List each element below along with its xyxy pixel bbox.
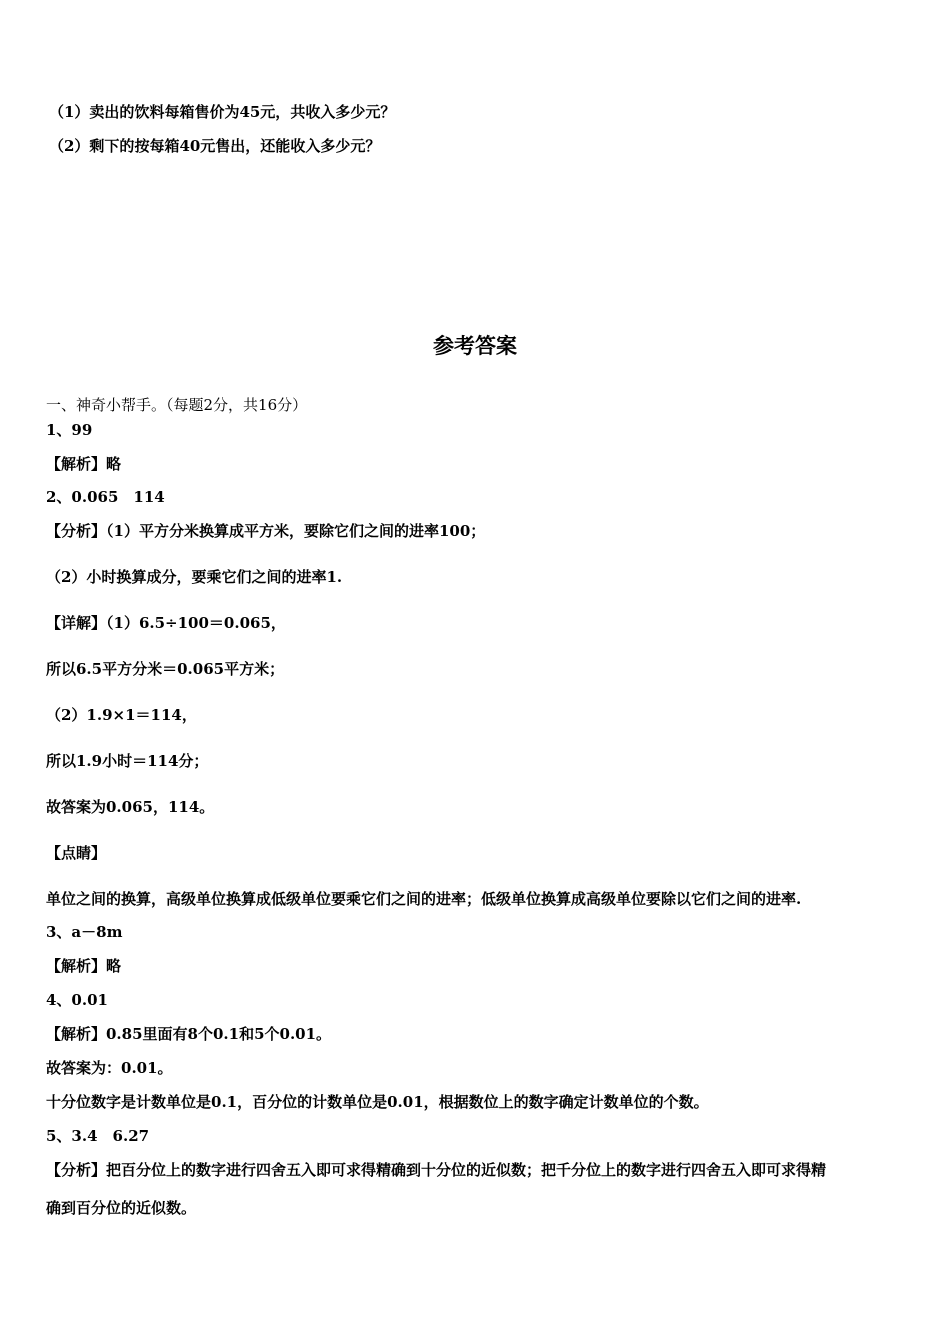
answer-title: 参考答案 — [433, 334, 517, 358]
answer-line: 3、a－8m — [46, 923, 123, 941]
answer-line: 【解析】0.85里面有8个0.1和5个0.01。 — [46, 1025, 332, 1043]
answer-line: （2）1.9×1＝114， — [46, 706, 197, 724]
answer-line: 1、99 — [46, 421, 93, 439]
answer-line: 【分析】（1）平方分米换算成平方米，要除它们之间的进率100； — [46, 522, 486, 540]
answer-line: 【点睛】 — [46, 844, 107, 862]
answer-line: 所以1.9小时＝114分； — [46, 752, 209, 770]
answer-line: 4、0.01 — [46, 991, 108, 1009]
answer-line: 【详解】（1）6.5÷100＝0.065， — [46, 614, 286, 632]
answer-line: 确到百分位的近似数。 — [46, 1199, 197, 1217]
answer-line: 十分位数字是计数单位是0.1，百分位的计数单位是0.01，根据数位上的数字确定计数单位的个数。 — [46, 1093, 709, 1111]
answer-line: 故答案为：0.01。 — [46, 1059, 173, 1077]
answer-line: 【解析】略 — [46, 957, 122, 975]
question-2: （2）剩下的按每箱40元售出，还能收入多少元？ — [49, 137, 381, 155]
answer-line: 5、3.4 6.27 — [46, 1127, 150, 1145]
answer-line: 【分析】把百分位上的数字进行四舍五入即可求得精确到十分位的近似数；把千分位上的数字进行四舍五入即可求得精 — [46, 1161, 827, 1179]
answer-line: 故答案为0.065，114。 — [46, 798, 215, 816]
section-heading: 一、神奇小帮手。（每题2分，共16分） — [46, 396, 308, 414]
answer-line: （2）小时换算成分，要乘它们之间的进率1. — [46, 568, 343, 586]
answer-line: 所以6.5平方分米＝0.065平方米； — [46, 660, 285, 678]
answer-line: 【解析】略 — [46, 455, 122, 473]
answer-line: 单位之间的换算，高级单位换算成低级单位要乘它们之间的进率；低级单位换算成高级单位要除以它们之间的进率. — [46, 890, 802, 908]
question-1: （1）卖出的饮料每箱售价为45元，共收入多少元？ — [49, 103, 396, 121]
answer-line: 2、0.065 114 — [46, 488, 165, 506]
